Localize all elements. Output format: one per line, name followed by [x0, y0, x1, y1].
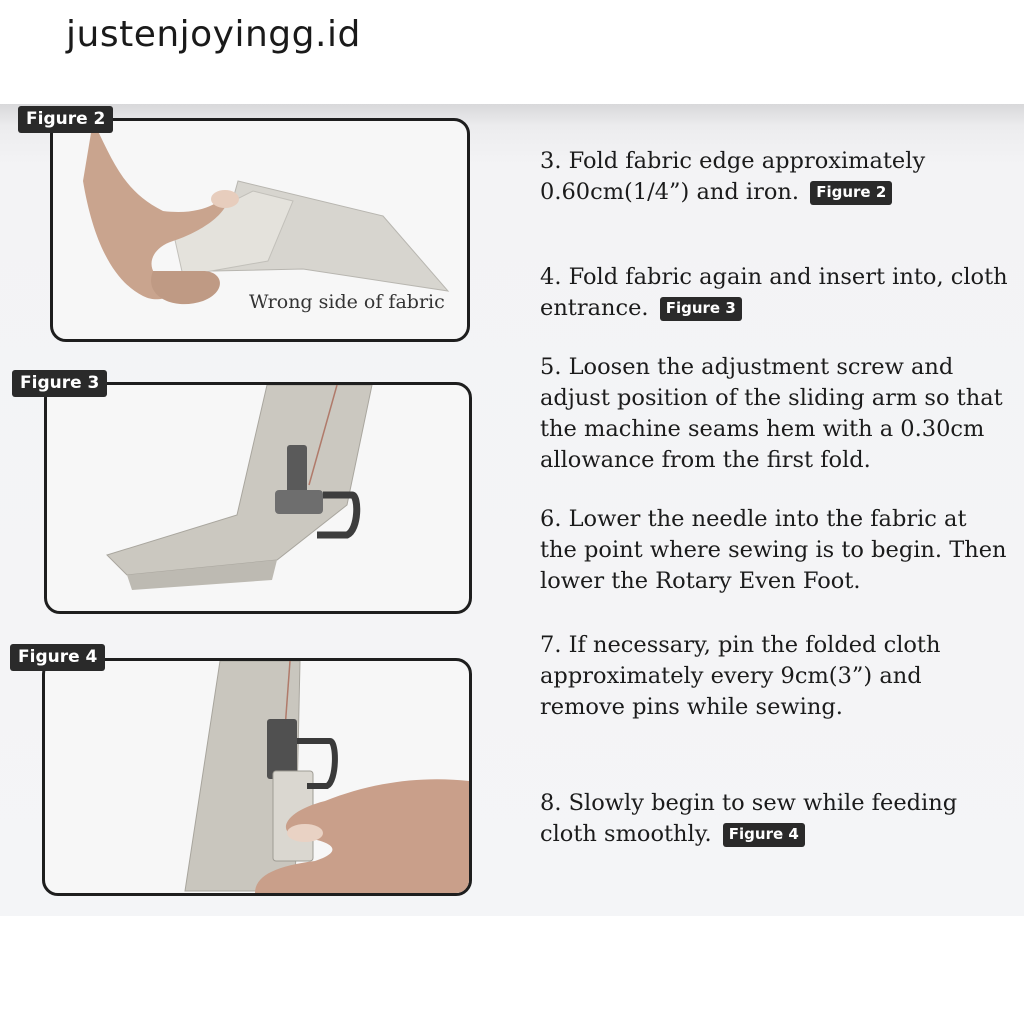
- feeding-cloth-illustration: [45, 661, 469, 893]
- step-4-text: 4. Fold fabric again and insert into, cloth entrance.: [540, 264, 1008, 321]
- figure-4-label: Figure 4: [10, 644, 105, 671]
- step-5: [540, 352, 1010, 476]
- step-5-text: 5. Loosen the adjustment screw and adjust position of the sliding arm so that the machine seams hem with a 0.30cm allowance from the first fold.: [540, 354, 1003, 473]
- step-4: [540, 262, 1010, 324]
- step-7-text: 7. If necessary, pin the folded cloth approximately every 9cm(3”) and remove pins while sewing.: [540, 632, 941, 720]
- step-3-figure-tag: Figure 2: [810, 181, 892, 205]
- step-8: [540, 788, 1010, 850]
- step-4-figure-tag: Figure 3: [660, 297, 742, 321]
- instruction-sheet: [0, 104, 1024, 916]
- figure-3-label: Figure 3: [12, 370, 107, 397]
- figure-2-panel: [50, 118, 470, 342]
- step-8-text: 8. Slowly begin to sew while feeding cloth smoothly.: [540, 790, 958, 847]
- fabric-under-foot-illustration: [47, 385, 469, 611]
- figure-2-caption: Wrong side of fabric: [249, 291, 445, 313]
- step-7: [540, 630, 1010, 723]
- figure-3-panel: [44, 382, 472, 614]
- watermark: justenjoyingg.id: [66, 14, 361, 55]
- step-3: [540, 146, 1010, 208]
- step-6-text: 6. Lower the needle into the fabric at the point where sewing is to begin. Then lower the Rotary Even Foot.: [540, 506, 1007, 594]
- step-3-text: 3. Fold fabric edge approximately 0.60cm(1/4”) and iron.: [540, 148, 926, 205]
- figure-4-panel: [42, 658, 472, 896]
- figure-2-label: Figure 2: [18, 106, 113, 133]
- step-6: [540, 504, 1010, 597]
- step-8-figure-tag: Figure 4: [723, 823, 805, 847]
